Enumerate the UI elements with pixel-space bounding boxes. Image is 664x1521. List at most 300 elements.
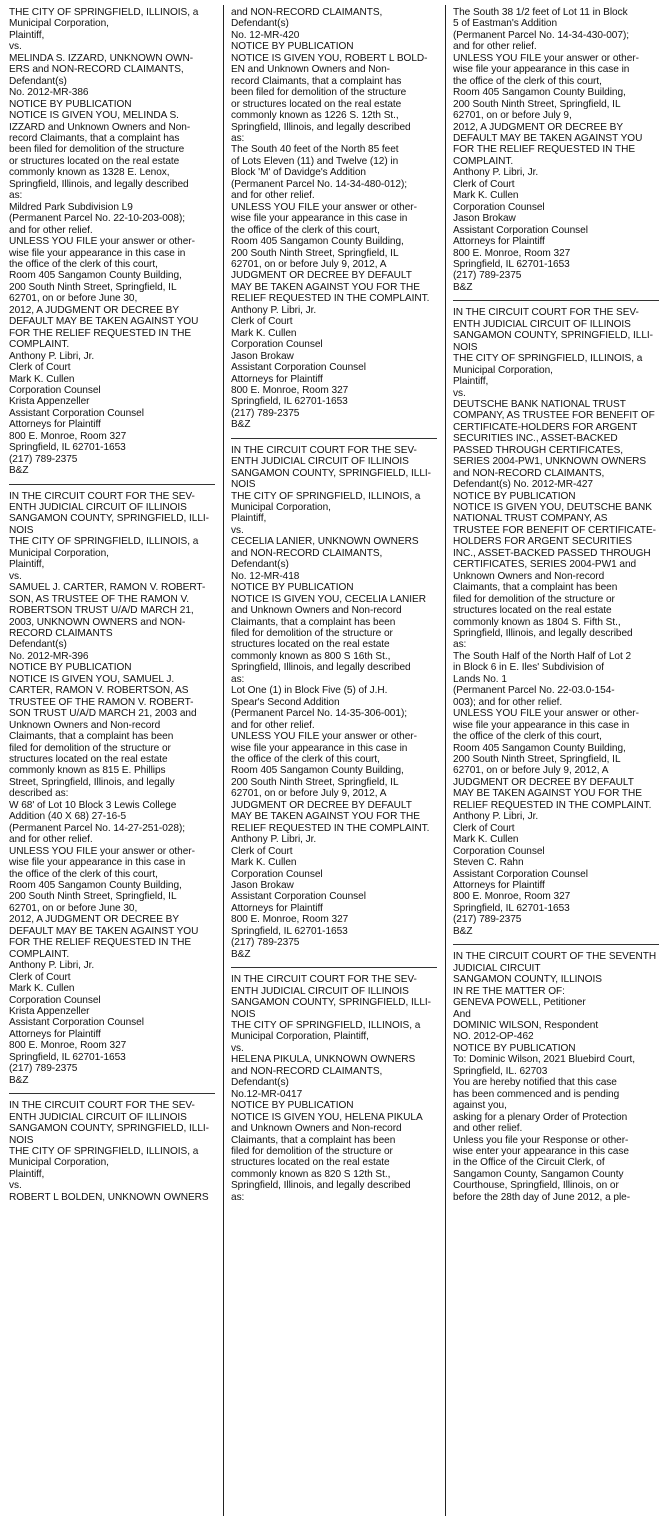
notice-line: Defendant(s)	[231, 559, 289, 571]
notice-line: Sangamon County, Sangamon County	[453, 1168, 624, 1180]
notice-line: NOTICE IS GIVEN YOU, ROBERT L BOLD-	[231, 52, 428, 64]
notice-line: record Claimants, that a complaint has	[9, 132, 180, 144]
notice-line: Attorneys for Plaintiff	[231, 902, 323, 914]
notice-line: Springfield, Illinois, and legally described	[9, 178, 189, 190]
notice-line: COMPLAINT.	[9, 339, 70, 351]
notice-line: Assistant Corporation Counsel	[453, 224, 588, 236]
notice-line: structures located on the real estate	[231, 639, 390, 651]
notice-line: 800 E. Monroe, Room 327	[9, 430, 127, 442]
notice-line: Room 405 Sangamon County Building,	[231, 236, 404, 248]
notice-line: NOTICE BY PUBLICATION	[453, 1042, 576, 1054]
notice-line: The South 38 1/2 feet of Lot 11 in Block	[453, 7, 628, 18]
notice-line: Municipal Corporation,	[9, 1157, 109, 1169]
notice-line: And	[453, 1008, 471, 1020]
notice-line: HELENA PIKULA, UNKNOWN OWNERS	[231, 1054, 416, 1066]
notice-line: Springfield, IL 62701-1653	[453, 258, 570, 270]
notice-line: as:	[9, 190, 23, 202]
notice-line: JUDGMENT OR DECREE BY DEFAULT	[231, 799, 412, 811]
notice-line: and for other relief.	[9, 224, 93, 236]
notice-line: filed for demolition of the structure or	[453, 593, 615, 605]
notice-line: (Permanent Parcel No. 14-27-251-028);	[9, 822, 186, 834]
notice-line: To: Dominic Wilson, 2021 Bluebird Court,	[453, 1054, 636, 1066]
notice-line: Lands No. 1	[453, 673, 507, 685]
notice-line: IN THE CIRCUIT COURT FOR THE SEV-	[453, 307, 639, 319]
notice-line: ROBERT L BOLDEN, UNKNOWN OWNERS	[9, 1191, 209, 1203]
notice-line: DOMINIC WILSON, Respondent	[453, 1019, 599, 1031]
notice-line: 62701, on or before July 9, 2012, A	[231, 788, 387, 800]
notice-line: W 68' of Lot 10 Block 3 Lewis College	[9, 799, 177, 811]
notice-line: Mark K. Cullen	[453, 834, 519, 846]
notice-line: NOTICE BY PUBLICATION	[9, 662, 132, 674]
notice-line: Plaintiff,	[9, 29, 45, 41]
notice-line: Plaintiff,	[453, 376, 489, 388]
notice-line: the office of the clerk of this court,	[453, 731, 602, 743]
notice-line: NOTICE IS GIVEN YOU, HELENA PIKULA	[231, 1111, 423, 1123]
notice-line: SANGAMON COUNTY, SPRINGFIELD, ILLI-	[9, 1123, 209, 1135]
notice-line: Jason Brokaw	[231, 879, 294, 891]
notice-line: 200 South Ninth Street, Springfield, IL	[9, 891, 177, 903]
notice-line: before the 28th day of June 2012, a ple-	[453, 1191, 631, 1203]
notice-line: Corporation Counsel	[231, 339, 323, 351]
notice-separator	[9, 484, 215, 485]
notice-line: Corporation Counsel	[453, 201, 545, 213]
notice-line: NATIONAL TRUST COMPANY, AS	[453, 513, 608, 525]
notice-line: been filed for demolition of the structure	[231, 87, 407, 99]
notice-line: commonly known as 1226 S. 12th St.,	[231, 110, 399, 122]
notice-line: Springfield, Illinois, and legally described	[453, 628, 633, 640]
column-1	[9, 7, 215, 1515]
notice-line: Defendant(s)	[9, 75, 67, 87]
notice-line: NOTICE IS GIVEN YOU, DEUTSCHE BANK	[453, 502, 652, 514]
notice-line: the office of the clerk of this court,	[9, 868, 158, 880]
notice-line: record Claimants, that a complaint has	[231, 75, 402, 87]
notice-line: 800 E. Monroe, Room 327	[453, 247, 571, 259]
notice-line: Addition (40 X 68) 27-16-5	[9, 811, 127, 823]
notice-line: (217) 789-2375	[453, 270, 522, 282]
notice-line: DEFAULT MAY BE TAKEN AGAINST YOU	[9, 925, 199, 937]
notice-line: wise file your appearance in this case in	[453, 64, 630, 76]
notice-line: ENTH JUDICIAL CIRCUIT OF ILLINOIS	[231, 985, 409, 997]
notice-line: 2012, A JUDGMENT OR DECREE BY	[9, 304, 180, 316]
notice-line: 2012, A JUDGMENT OR DECREE BY	[9, 914, 180, 926]
notice-line: Clerk of Court	[231, 845, 293, 857]
notice-line: NOIS	[9, 524, 34, 536]
notice-line: COMPLAINT.	[9, 948, 70, 960]
notice-line: 200 South Ninth Street, Springfield, IL	[9, 281, 177, 293]
notice-line: Corporation Counsel	[231, 868, 323, 880]
notice-line: RELIEF REQUESTED IN THE COMPLAINT.	[453, 799, 652, 811]
notice-line: Springfield, IL 62701-1653	[453, 902, 570, 914]
notice-line: SANGAMON COUNTY, SPRINGFIELD, ILLI-	[231, 997, 431, 1009]
notice-line: IN RE THE MATTER OF:	[453, 985, 565, 997]
notice-line: Springfield, Illinois, and legally described	[231, 1180, 411, 1192]
notice-line: NOIS	[231, 479, 256, 491]
notice-line: Anthony P. Libri, Jr.	[453, 167, 539, 179]
notice-line: Municipal Corporation,	[231, 502, 331, 514]
notice-line: 62701, on or before July 9,	[453, 110, 572, 122]
notice-line: vs.	[9, 41, 22, 53]
legal-notice	[231, 974, 437, 1203]
notice-line: The South Half of the North Half of Lot 2	[453, 650, 632, 662]
notice-line: Courthouse, Springfield, Illinois, on or	[453, 1180, 619, 1192]
notice-line: SON TRUST U/A/D MARCH 21, 2003 and	[9, 708, 197, 720]
notice-line: THE CITY OF SPRINGFIELD, ILLINOIS, a	[453, 353, 643, 365]
notice-line: Attorneys for Plaintiff	[9, 1028, 101, 1040]
notice-line: NOTICE IS GIVEN YOU, MELINDA S.	[9, 110, 179, 122]
notice-line: B&Z	[453, 925, 473, 937]
notice-line: and Unknown Owners and Non-record	[231, 1123, 402, 1135]
notice-line: and NON-RECORD CLAIMANTS,	[453, 467, 605, 479]
notice-line: Anthony P. Libri, Jr.	[453, 811, 539, 823]
notice-line: vs.	[9, 1180, 22, 1192]
notice-line: Plaintiff,	[9, 1168, 45, 1180]
notice-line: (217) 789-2375	[231, 937, 300, 949]
notice-line: Claimants, that a complaint has been	[9, 731, 174, 743]
notice-line: vs.	[453, 387, 466, 399]
notice-line: Mark K. Cullen	[9, 373, 75, 385]
notice-line: Mark K. Cullen	[453, 190, 519, 202]
notice-line: ENTH JUDICIAL CIRCUIT OF ILLINOIS	[453, 318, 631, 330]
notice-line: Springfield, IL. 62703	[453, 1065, 548, 1077]
column-divider	[445, 5, 446, 1516]
notice-line: MELINDA S. IZZARD, UNKNOWN OWN-	[9, 52, 194, 64]
notice-line: CERTIFICATES, SERIES 2004-PW1 and	[453, 559, 637, 571]
notice-line: Clerk of Court	[453, 822, 515, 834]
notice-line: the office of the clerk of this court,	[453, 75, 602, 87]
notice-line: Springfield, IL 62701-1653	[9, 1051, 126, 1063]
notice-line: JUDGMENT OR DECREE BY DEFAULT	[231, 270, 412, 282]
notice-line: (Permanent Parcel No. 22-10-203-008);	[9, 213, 186, 225]
notice-line: Corporation Counsel	[9, 994, 101, 1006]
column-3	[453, 7, 659, 1515]
legal-notice	[231, 445, 437, 960]
notice-line: as:	[231, 673, 245, 685]
notice-line: commonly known as 815 E. Phillips	[9, 765, 166, 777]
notice-line: ENTH JUDICIAL CIRCUIT OF ILLINOIS	[9, 502, 187, 514]
notice-line: UNLESS YOU FILE your answer or other-	[231, 731, 417, 743]
notice-line: Claimants, that a complaint has been	[231, 1134, 396, 1146]
notice-separator	[9, 1093, 215, 1094]
notice-line: DEFAULT MAY BE TAKEN AGAINST YOU	[9, 316, 199, 328]
notice-line: and NON-RECORD CLAIMANTS,	[231, 7, 383, 18]
notice-line: FOR THE RELIEF REQUESTED IN THE	[453, 144, 636, 156]
notice-line: Room 405 Sangamon County Building,	[231, 765, 404, 777]
notice-line: (217) 789-2375	[9, 1063, 78, 1075]
notice-line: commonly known as 1328 E. Lenox,	[9, 167, 170, 179]
notice-line: NOTICE BY PUBLICATION	[231, 582, 354, 594]
notice-line: wise file your appearance in this case in	[9, 857, 186, 869]
notice-line: MAY BE TAKEN AGAINST YOU FOR THE	[231, 281, 420, 293]
notice-line: in the Office of the Circuit Clerk, of	[453, 1157, 605, 1169]
notice-line: and NON-RECORD CLAIMANTS,	[231, 1065, 383, 1077]
notice-line: and for other relief.	[231, 719, 315, 731]
notice-line: Assistant Corporation Counsel	[453, 868, 588, 880]
notice-line: vs.	[231, 1042, 244, 1054]
notice-line: Springfield, IL 62701-1653	[9, 442, 126, 454]
notice-line: 800 E. Monroe, Room 327	[231, 384, 349, 396]
notice-line: IN THE CIRCUIT COURT OF THE SEVENTH	[453, 951, 657, 963]
notice-line: Krista Appenzeller	[9, 396, 90, 408]
notice-line: structures located on the real estate	[9, 754, 168, 765]
notice-line: commonly known as 800 S 16th St.,	[231, 650, 391, 662]
notice-line: described as:	[9, 788, 69, 800]
notice-line: SECURITIES INC., ASSET-BACKED	[453, 433, 618, 445]
notice-line: NO. 2012-OP-462	[453, 1031, 534, 1043]
notice-line: NOTICE IS GIVEN YOU, SAMUEL J.	[9, 673, 175, 685]
notice-line: and for other relief.	[231, 190, 315, 202]
notice-line: Municipal Corporation, Plaintiff,	[231, 1031, 369, 1043]
notice-line: TRUSTEE OF THE RAMON V. ROBERT-	[9, 696, 194, 708]
notice-line: the office of the clerk of this court,	[231, 754, 380, 765]
notice-line: Municipal Corporation,	[453, 364, 553, 376]
notice-line: as:	[453, 639, 467, 651]
notice-line: You are hereby notified that this case	[453, 1077, 617, 1089]
notice-line: SON, AS TRUSTEE OF THE RAMON V.	[9, 593, 189, 605]
notice-line: Springfield, Illinois, and legally described	[231, 121, 411, 133]
notice-line: Unknown Owners and Non-record	[9, 719, 161, 731]
notice-line: THE CITY OF SPRINGFIELD, ILLINOIS, a	[231, 1019, 421, 1031]
notice-line: The South 40 feet of the North 85 feet	[231, 144, 399, 156]
notice-line: THE CITY OF SPRINGFIELD, ILLINOIS, a	[9, 536, 199, 548]
notice-line: wise enter your appearance in this case	[453, 1145, 629, 1157]
notice-line: asking for a plenary Order of Protection	[453, 1111, 628, 1123]
notice-line: (Permanent Parcel No. 14-34-480-012);	[231, 178, 408, 190]
notice-line: and for other relief.	[453, 41, 537, 53]
notice-line: Claimants, that a complaint has been	[453, 582, 618, 594]
notice-line: Plaintiff,	[9, 559, 45, 571]
legal-notice	[9, 1100, 215, 1203]
notice-line: RELIEF REQUESTED IN THE COMPLAINT.	[231, 822, 430, 834]
notice-line: NOTICE BY PUBLICATION	[453, 490, 576, 502]
notice-line: COMPLAINT.	[453, 155, 514, 167]
notice-line: THE CITY OF SPRINGFIELD, ILLINOIS, a	[231, 490, 421, 502]
notice-line: NOIS	[9, 1134, 34, 1146]
notice-line: FOR THE RELIEF REQUESTED IN THE	[9, 327, 192, 339]
notice-line: Clerk of Court	[453, 178, 515, 190]
notice-line: structures located on the real estate	[231, 1157, 390, 1169]
notice-line: (217) 789-2375	[231, 407, 300, 419]
notice-line: Attorneys for Plaintiff	[9, 419, 101, 431]
notice-line: and for other relief.	[9, 834, 93, 846]
notice-line: B&Z	[231, 419, 251, 431]
notice-line: Attorneys for Plaintiff	[453, 236, 545, 248]
notice-line: SERIES 2004-PW1, UNKNOWN OWNERS	[453, 456, 647, 468]
notice-line: the office of the clerk of this court,	[9, 258, 158, 270]
notice-line: commonly known as 1804 S. Fifth St.,	[453, 616, 621, 628]
notice-line: commonly known as 820 S 12th St.,	[231, 1168, 391, 1180]
notice-line: IN THE CIRCUIT COURT FOR THE SEV-	[231, 974, 417, 986]
notice-line: and other relief.	[453, 1123, 523, 1135]
notice-line: Mark K. Cullen	[231, 857, 297, 869]
notice-line: B&Z	[9, 1074, 29, 1086]
notice-line: RECORD CLAIMANTS	[9, 628, 113, 640]
notice-line: CECELIA LANIER, UNKNOWN OWNERS	[231, 536, 419, 548]
notice-line: Room 405 Sangamon County Building,	[9, 879, 182, 891]
notice-line: ROBERTSON TRUST U/A/D MARCH 21,	[9, 605, 194, 617]
notice-line: ERS and NON-RECORD CLAIMANTS,	[9, 64, 184, 76]
notice-line: No.12-MR-0417	[231, 1088, 303, 1100]
notice-line: and Unknown Owners and Non-record	[231, 605, 402, 617]
notice-line: Municipal Corporation,	[9, 547, 109, 559]
notice-line: 800 E. Monroe, Room 327	[453, 891, 571, 903]
notice-line: Lot One (1) in Block Five (5) of J.H.	[231, 685, 388, 697]
notice-line: vs.	[231, 524, 244, 536]
notice-line: wise file your appearance in this case in	[453, 719, 630, 731]
notice-line: Krista Appenzeller	[9, 1005, 90, 1017]
notice-separator	[453, 944, 659, 945]
notice-line: 5 of Eastman's Addition	[453, 18, 558, 30]
notice-line: Unless you file your Response or other-	[453, 1134, 629, 1146]
notice-line: Clerk of Court	[231, 316, 293, 328]
notice-line: 200 South Ninth Street, Springfield, IL	[453, 98, 621, 110]
notice-line: Clerk of Court	[9, 971, 71, 983]
notice-line: (Permanent Parcel No. 22-03.0-154-	[453, 685, 615, 697]
notice-line: Clerk of Court	[9, 362, 71, 374]
notice-line: Steven C. Rahn	[453, 857, 524, 869]
notice-line: Room 405 Sangamon County Building,	[453, 742, 626, 754]
notice-line: structures located on the real estate	[453, 605, 612, 617]
notice-line: filed for demolition of the structure or	[231, 628, 393, 640]
notice-line: No. 12-MR-418	[231, 570, 300, 582]
notice-line: FOR THE RELIEF REQUESTED IN THE	[9, 937, 192, 949]
notice-line: (Permanent Parcel No. 14-34-430-007);	[453, 29, 630, 41]
notice-line: JUDGMENT OR DECREE BY DEFAULT	[453, 776, 634, 788]
notice-line: Assistant Corporation Counsel	[231, 362, 366, 374]
notice-line: B&Z	[453, 281, 473, 293]
notice-line: NOIS	[231, 1008, 256, 1020]
notice-line: No. 2012-MR-386	[9, 87, 89, 99]
notice-line: SANGAMON COUNTY, SPRINGFIELD, ILLI-	[231, 467, 431, 479]
notice-line: 003); and for other relief.	[453, 696, 563, 708]
notice-line: THE CITY OF SPRINGFIELD, ILLINOIS, a	[9, 1145, 199, 1157]
notice-line: or structures located on the real estate	[231, 98, 402, 110]
notice-line: wise file your appearance in this case in	[231, 213, 408, 225]
notice-line: in Block 6 in E. Iles' Subdivision of	[453, 662, 605, 674]
notice-line: 62701, on or before July 9, 2012, A	[453, 765, 609, 777]
notice-line: ENTH JUDICIAL CIRCUIT OF ILLINOIS	[231, 456, 409, 468]
notice-line: COMPANY, AS TRUSTEE FOR BENEFIT OF	[453, 410, 655, 422]
notice-separator	[231, 438, 437, 439]
notice-line: Room 405 Sangamon County Building,	[453, 87, 626, 99]
notice-separator	[231, 967, 437, 968]
notice-line: SANGAMON COUNTY, SPRINGFIELD, ILLI-	[453, 330, 653, 342]
notice-line: Jason Brokaw	[453, 213, 516, 225]
notice-line: the office of the clerk of this court,	[231, 224, 380, 236]
notice-line: THE CITY OF SPRINGFIELD, ILLINOIS, a	[9, 7, 199, 18]
notice-line: UNLESS YOU FILE your answer or other-	[9, 236, 195, 248]
notice-line: Defendant(s)	[231, 1077, 289, 1089]
notice-line: CERTIFICATE-HOLDERS FOR ARGENT	[453, 421, 638, 433]
notice-line: UNLESS YOU FILE your answer or other-	[9, 845, 195, 857]
notice-line: 62701, on or before June 30,	[9, 902, 138, 914]
notice-line: 2012, A JUDGMENT OR DECREE BY	[453, 121, 624, 133]
notice-line: Claimants, that a complaint has been	[231, 616, 396, 628]
notice-line: Mildred Park Subdivision L9	[9, 201, 133, 213]
notice-line: Attorneys for Plaintiff	[231, 373, 323, 385]
notice-line: Springfield, Illinois, and legally described	[231, 662, 411, 674]
notice-line: Defendant(s)	[9, 639, 67, 651]
notice-line: Unknown Owners and Non-record	[453, 570, 605, 582]
notice-line: Anthony P. Libri, Jr.	[231, 304, 317, 316]
notice-line: (217) 789-2375	[9, 453, 78, 465]
notice-line: IN THE CIRCUIT COURT FOR THE SEV-	[9, 490, 195, 502]
notice-line: CARTER, RAMON V. ROBERTSON, AS	[9, 685, 189, 697]
notice-line: UNLESS YOU FILE your answer or other-	[453, 52, 639, 64]
notice-line: against you,	[453, 1100, 507, 1112]
legal-notice	[231, 7, 437, 431]
notice-line: 2003, UNKNOWN OWNERS and NON-	[9, 616, 186, 628]
notice-line: SANGAMON COUNTY, SPRINGFIELD, ILLI-	[9, 513, 209, 525]
notice-line: MAY BE TAKEN AGAINST YOU FOR THE	[231, 811, 420, 823]
notice-line: as:	[231, 132, 245, 144]
notice-line: TRUSTEE FOR BENEFIT OF CERTIFICATE-	[453, 524, 656, 536]
notice-line: INC., ASSET-BACKED PASSED THROUGH	[453, 547, 651, 559]
notice-line: NOTICE IS GIVEN YOU, CECELIA LANIER	[231, 593, 426, 605]
notice-line: RELIEF REQUESTED IN THE COMPLAINT.	[231, 293, 430, 305]
notice-line: 800 E. Monroe, Room 327	[9, 1040, 127, 1052]
notice-line: IZZARD and Unknown Owners and Non-	[9, 121, 191, 133]
notice-line: GENEVA POWELL, Petitioner	[453, 997, 586, 1009]
legal-notice	[9, 7, 215, 477]
notice-line: SANGAMON COUNTY, ILLINOIS	[453, 974, 602, 986]
notice-line: Municipal Corporation,	[9, 18, 109, 30]
notice-line: HOLDERS FOR ARGENT SECURITIES	[453, 536, 632, 548]
legal-notice	[453, 7, 659, 293]
notice-line: 800 E. Monroe, Room 327	[231, 914, 349, 926]
notice-line: been filed for demolition of the structure	[9, 144, 185, 156]
notice-line: No. 12-MR-420	[231, 29, 300, 41]
column-2	[231, 7, 437, 1515]
notice-line: 200 South Ninth Street, Springfield, IL	[453, 754, 621, 765]
notice-line: 200 South Ninth Street, Springfield, IL	[231, 247, 399, 259]
notice-line: JUDICIAL CIRCUIT	[453, 962, 541, 974]
notice-line: filed for demolition of the structure or	[231, 1145, 393, 1157]
notice-line: Anthony P. Libri, Jr.	[9, 960, 95, 972]
notice-line: NOTICE BY PUBLICATION	[231, 1100, 354, 1112]
notice-line: Springfield, IL 62701-1653	[231, 396, 348, 408]
notice-line: (Permanent Parcel No. 14-35-306-001);	[231, 708, 408, 720]
notice-line: Plaintiff,	[231, 513, 267, 525]
notice-line: ENTH JUDICIAL CIRCUIT OF ILLINOIS	[9, 1111, 187, 1123]
notice-separator	[453, 300, 659, 301]
notice-line: 200 South Ninth Street, Springfield, IL	[231, 776, 399, 788]
notice-line: UNLESS YOU FILE your answer or other-	[453, 708, 639, 720]
notice-line: DEFAULT MAY BE TAKEN AGAINST YOU	[453, 132, 643, 144]
legal-notice	[453, 307, 659, 937]
notice-line: Corporation Counsel	[9, 384, 101, 396]
notice-line: EN and Unknown Owners and Non-	[231, 64, 390, 76]
notice-line: UNLESS YOU FILE your answer or other-	[231, 201, 417, 213]
notice-line: vs.	[9, 570, 22, 582]
notice-line: Mark K. Cullen	[231, 327, 297, 339]
notice-line: MAY BE TAKEN AGAINST YOU FOR THE	[453, 788, 642, 800]
notice-line: filed for demolition of the structure or	[9, 742, 171, 754]
notice-line: NOIS	[453, 341, 478, 353]
notice-line: IN THE CIRCUIT COURT FOR THE SEV-	[231, 444, 417, 456]
notice-line: IN THE CIRCUIT COURT FOR THE SEV-	[9, 1100, 195, 1112]
notice-line: Assistant Corporation Counsel	[9, 407, 144, 419]
notice-line: DEUTSCHE BANK NATIONAL TRUST	[453, 398, 626, 410]
notice-line: as:	[231, 1191, 245, 1203]
notice-line: Jason Brokaw	[231, 350, 294, 362]
legal-notice	[9, 491, 215, 1087]
notice-line: Street, Springfield, Illinois, and legally	[9, 776, 175, 788]
notice-line: wise file your appearance in this case in	[231, 742, 408, 754]
notice-line: Spear's Second Addition	[231, 696, 340, 708]
notice-line: Anthony P. Libri, Jr.	[9, 350, 95, 362]
notice-line: Assistant Corporation Counsel	[9, 1017, 144, 1029]
notice-line: has been commenced and is pending	[453, 1088, 620, 1100]
